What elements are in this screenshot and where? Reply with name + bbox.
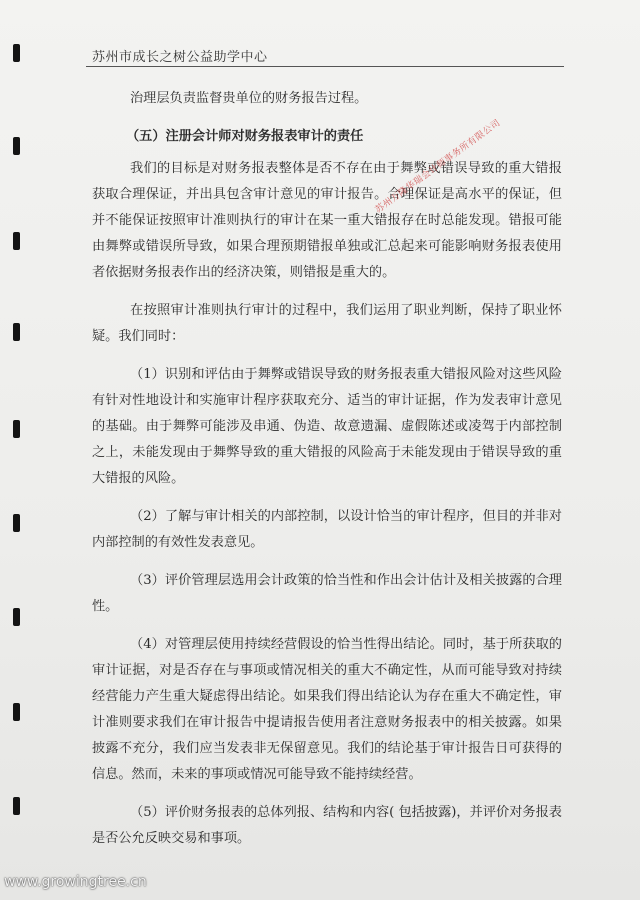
document-body — [92, 86, 562, 864]
binder-hole — [13, 137, 20, 155]
binder-hole — [13, 608, 20, 626]
page-header: 苏州市成长之树公益助学中心 — [92, 50, 268, 65]
binder-hole — [13, 797, 20, 815]
paragraph: 我们的目标是对财务报表整体是否不存在由于舞弊或错误导致的重大错报获取合理保证，并出具包含审计意见的审计报告。合理保证是高水平的保证，但并不能保证按照审计准则执行的审计在某一重大错报存在时总能发现。错报可能由舞弊或错误所导致，如果合理预期错报单独或汇总起来可能影响财务报表使用者依据财务报表作出的经济决策，则错报是重大的。 — [92, 161, 562, 280]
paragraph: （3）评价管理层选用会计政策的恰当性和作出会计估计及相关披露的合理性。 — [92, 573, 562, 614]
paragraph: （2）了解与审计相关的内部控制，以设计恰当的审计程序，但目的并非对内部控制的有效性发表意见。 — [92, 509, 562, 550]
binder-hole — [13, 232, 20, 250]
binder-hole — [13, 703, 20, 721]
footer — [0, 874, 640, 896]
binder-hole — [13, 44, 20, 62]
paragraph: （1）识别和评估由于舞弊或错误导致的财务报表重大错报风险对这些风险有针对性地设计和实施审计程序获取充分、适当的审计证据，作为发表审计意见的基础。由于舞弊可能涉及串通、伪造、故意遗漏、虚假陈述或凌驾于内部控制之上，未能发现由于舞弊导致的重大错报的风险高于未能发现由于错误导致的重大错报的风险。 — [92, 367, 562, 486]
company-seal: 苏州万隆华瑞会计师事务所有限公司 — [373, 118, 503, 216]
section-heading: （五）注册会计师对财务报表审计的责任 — [126, 129, 364, 144]
binder-hole — [13, 323, 20, 341]
header-divider — [86, 66, 564, 67]
paragraph: 治理层负责监督贵单位的财务报告过程。 — [130, 91, 368, 106]
paragraph: 在按照审计准则执行审计的过程中，我们运用了职业判断，保持了职业怀疑。我们同时： — [92, 303, 562, 344]
paragraph: （5）评价财务报表的总体列报、结构和内容( 包括披露)，并评价对务报表是否公允反映交易和事项。 — [92, 805, 562, 846]
binder-hole — [13, 514, 20, 532]
watermark-url: www.growingtree.cn — [4, 874, 147, 890]
binder-hole — [13, 420, 20, 438]
paragraph: （4）对管理层使用持续经营假设的恰当性得出结论。同时，基于所获取的审计证据，对是否存在与事项或情况相关的重大不确定性，从而可能导致对持续经营能力产生重大疑虑得出结论。如果我们得出结论认为存在重大不确定性，审计准则要求我们在审计报告中提请报告使用者注意财务报表中的相关披露。如果披露不充分，我们应当发表非无保留意见。我们的结论基于审计报告日可获得的信息。然而，未来的事项或情况可能导致不能持续经营。 — [92, 637, 562, 782]
